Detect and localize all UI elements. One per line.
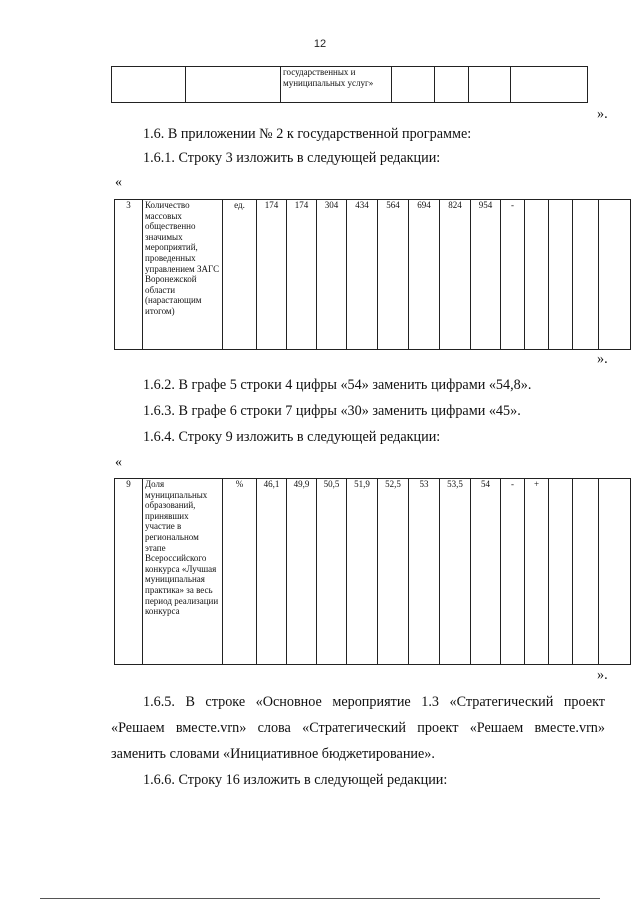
row9-cell-empty [549,479,573,665]
row3-table [114,199,631,350]
row9-table [114,478,631,665]
row3-cell-value: 304 [317,200,347,350]
top-table-cell [112,67,186,103]
row3-cell-value: 174 [287,200,317,350]
paragraph-1-6-1: 1.6.1. Строку 3 изложить в следующей редакции: [143,150,441,166]
close-quote: ». [597,351,608,367]
bottom-rule [40,898,600,899]
row3-cell-number: 3 [115,200,143,350]
row9-cell-value: 49,9 [287,479,317,665]
top-table-cell [186,67,281,103]
row3-cell-unit: ед. [223,200,257,350]
paragraph-1-6-2: 1.6.2. В графе 5 строки 4 цифры «54» заменить цифрами «54,8». [143,377,532,393]
top-table-cell: государственных и муниципальных услуг» [281,67,392,103]
row9-cell-unit: % [223,479,257,665]
paragraph-1-6-6: 1.6.6. Строку 16 изложить в следующей редакции: [143,772,448,788]
paragraph-1-6: 1.6. В приложении № 2 к государственной программе: [143,126,472,142]
row3-cell-value: 824 [440,200,471,350]
row3-cell-empty [573,200,599,350]
row9-cell-value: + [525,479,549,665]
row9-cell-empty [573,479,599,665]
open-quote: « [115,175,122,190]
row9-cell-value: 52,5 [378,479,409,665]
row3-cell-name: Количество массовых общественно значимых мероприятий, проведенных управлением ЗАГС Воронежской области (нарастающим итогом) [143,200,223,350]
row3-cell-value: 564 [378,200,409,350]
row9-cell-empty [599,479,631,665]
paragraph-1-6-5-line3: заменить словами «Инициативное бюджетирование». [111,746,435,762]
row3-cell-empty [525,200,549,350]
top-table-cell [511,67,588,103]
row9-cell-value: 53 [409,479,440,665]
row3-cell-value: 694 [409,200,440,350]
row9-cell-name: Доля муниципальных образований, принявших участие в региональном этапе Всероссийского конкурса «Лучшая муниципальная практика» за весь период реализации конкурса [143,479,223,665]
row3-cell-empty [549,200,573,350]
row9-cell-number: 9 [115,479,143,665]
row3-cell-empty [599,200,631,350]
paragraph-1-6-3: 1.6.3. В графе 6 строки 7 цифры «30» заменить цифрами «45». [143,403,521,419]
top-table-cell [392,67,435,103]
paragraph-1-6-5-line2: «Решаем вместе.vrn» слова «Стратегический проект «Решаем вместе.vrn» [111,720,605,736]
row3-cell-value: 954 [471,200,501,350]
paragraph-1-6-4: 1.6.4. Строку 9 изложить в следующей редакции: [143,429,441,445]
page-number: 12 [313,38,327,50]
row9-cell-value: 46,1 [257,479,287,665]
row9-cell-value: 54 [471,479,501,665]
row9-cell-value: 53,5 [440,479,471,665]
row3-cell-value: - [501,200,525,350]
paragraph-1-6-5-line1: 1.6.5. В строке «Основное мероприятие 1.3 «Стратегический проект [143,694,605,710]
open-quote: « [115,455,122,470]
top-table-cell [435,67,469,103]
row9-cell-value: 50,5 [317,479,347,665]
row9-cell-value: - [501,479,525,665]
close-quote: ». [597,667,608,683]
close-quote: ». [597,106,608,122]
row9-cell-value: 51,9 [347,479,378,665]
top-table-cell [469,67,511,103]
top-table [111,66,588,103]
row3-cell-value: 434 [347,200,378,350]
row3-cell-value: 174 [257,200,287,350]
